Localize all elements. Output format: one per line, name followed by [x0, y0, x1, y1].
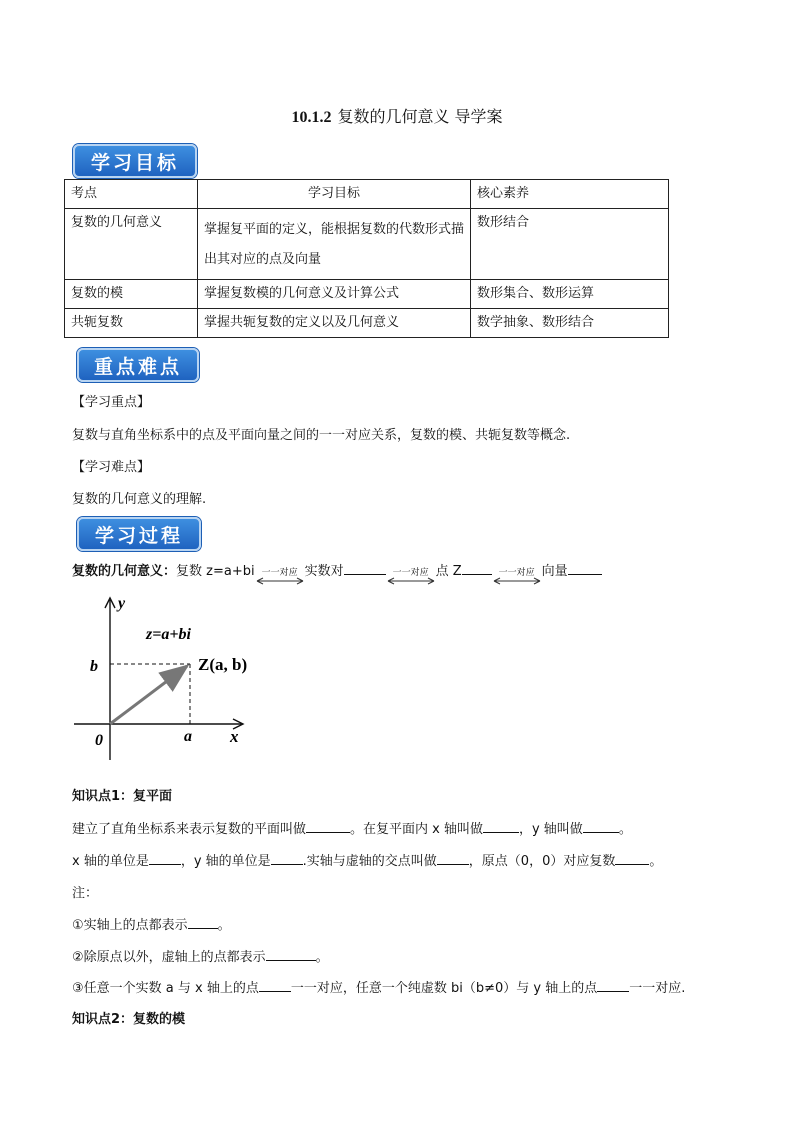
- section-badge-goals: 学习目标: [73, 144, 197, 178]
- title-text: 复数的几何意义 导学案: [337, 107, 503, 126]
- kp1-text: ，y 轴叫做: [518, 822, 583, 837]
- double-arrow-icon: [492, 577, 542, 585]
- blank-input[interactable]: [437, 852, 469, 865]
- complex-plane-figure: [68, 590, 268, 760]
- geo-part-point: 点 Z: [435, 564, 462, 579]
- kp1-text: ①实轴上的点都表示: [72, 918, 188, 933]
- equation-label: z=a+bi: [146, 626, 191, 643]
- table-cell: 数学抽象、数形结合: [471, 309, 669, 338]
- arrow-label: 一一对应: [392, 568, 429, 578]
- geo-part-complex: 复数 z=a+bi: [176, 564, 255, 579]
- arrow-label: 一一对应: [261, 568, 298, 578]
- key-point-text: 复数与直角坐标系中的点及平面向量之间的一一对应关系，复数的模、共轭复数等概念.: [72, 428, 571, 443]
- kp1-note-3: [72, 977, 685, 996]
- kp1-line2: [72, 850, 662, 869]
- kp1-text: 。在复平面内 x 轴叫做: [350, 822, 483, 837]
- table-cell: 复数的几何意义: [65, 209, 198, 280]
- key-point-label: 【学习重点】: [72, 395, 151, 410]
- kp1-heading: 知识点1：复平面: [72, 789, 173, 804]
- origin-label: 0: [95, 732, 103, 749]
- kp1-text: 。: [618, 822, 632, 837]
- geo-label: 复数的几何意义：: [72, 564, 177, 579]
- arrow-label: 一一对应: [498, 568, 535, 578]
- table-row: [65, 309, 669, 338]
- x-axis-label: x: [230, 727, 239, 746]
- kp1-text: 。: [217, 918, 231, 933]
- y-axis-label: y: [118, 595, 126, 612]
- blank-input[interactable]: [266, 948, 316, 961]
- blank-input[interactable]: [271, 852, 303, 865]
- blank-input[interactable]: [597, 979, 629, 992]
- blank-point[interactable]: [462, 562, 492, 575]
- kp1-text: 建立了直角坐标系来表示复数的平面叫做: [72, 822, 307, 837]
- geometric-meaning-line: [72, 560, 602, 579]
- table-header-cell: 学习目标: [198, 180, 471, 209]
- table-header-cell: 考点: [65, 180, 198, 209]
- blank-input[interactable]: [583, 820, 619, 833]
- double-arrow-icon: [255, 577, 305, 585]
- table-header-row: [65, 180, 669, 209]
- blank-input[interactable]: [483, 820, 519, 833]
- kp1-note: 注：: [72, 886, 99, 901]
- table-cell: 掌握复数模的几何意义及计算公式: [198, 280, 471, 309]
- kp1-text: ③任意一个实数 a 与 x 轴上的点: [72, 981, 259, 996]
- blank-pair[interactable]: [344, 562, 386, 575]
- kp2-heading: 知识点2：复数的模: [72, 1012, 186, 1027]
- blank-input[interactable]: [259, 979, 291, 992]
- b-label: b: [90, 658, 98, 675]
- kp1-text: 。: [649, 854, 663, 869]
- one-to-one-arrow: [492, 565, 542, 578]
- page-title: [0, 104, 794, 127]
- title-number: 10.1.2: [291, 109, 332, 126]
- kp1-note-1: [72, 914, 231, 933]
- kp1-text: 一一对应，任意一个纯虚数 bi（b≠0）与 y 轴上的点: [290, 981, 598, 996]
- difficult-point-text: 复数的几何意义的理解.: [72, 492, 207, 507]
- table-row: [65, 280, 669, 309]
- kp1-text: ②除原点以外，虚轴上的点都表示: [72, 950, 266, 965]
- one-to-one-arrow: [386, 565, 436, 578]
- geo-part-vector: 向量: [541, 564, 568, 579]
- kp1-text: ，y 轴的单位是: [180, 854, 271, 869]
- kp1-text: x 轴的单位是: [72, 854, 149, 869]
- table-cell: 掌握复平面的定义，能根据复数的代数形式描出其对应的点及向量: [198, 209, 471, 280]
- geo-part-pair: 实数对: [304, 564, 344, 579]
- table-header-cell: 核心素养: [471, 180, 669, 209]
- point-z-label: Z(a, b): [198, 655, 248, 674]
- section-badge-keypoints: 重点难点: [77, 348, 199, 382]
- one-to-one-arrow: [255, 565, 305, 578]
- vector-oz: [110, 666, 187, 724]
- table-cell: 复数的模: [65, 280, 198, 309]
- table-cell: 数形结合: [471, 209, 669, 280]
- blank-input[interactable]: [306, 820, 350, 833]
- blank-input[interactable]: [188, 916, 218, 929]
- table-row: [65, 209, 669, 280]
- blank-vector[interactable]: [568, 562, 602, 575]
- kp1-line1: [72, 818, 632, 837]
- blank-input[interactable]: [149, 852, 181, 865]
- kp1-text: ，原点（0，0）对应复数: [468, 854, 616, 869]
- double-arrow-icon: [386, 577, 436, 585]
- a-label: a: [184, 728, 192, 745]
- difficult-point-label: 【学习难点】: [72, 460, 151, 475]
- blank-input[interactable]: [615, 852, 649, 865]
- kp1-note-2: [72, 946, 329, 965]
- objectives-table: [64, 179, 669, 338]
- table-cell: 掌握共轭复数的定义以及几何意义: [198, 309, 471, 338]
- kp1-text: 一一对应.: [629, 981, 686, 996]
- section-badge-process: 学习过程: [77, 517, 201, 551]
- kp1-text: 。: [315, 950, 329, 965]
- kp1-text: .实轴与虚轴的交点叫做: [302, 854, 437, 869]
- table-cell: 数形集合、数形运算: [471, 280, 669, 309]
- table-cell: 共轭复数: [65, 309, 198, 338]
